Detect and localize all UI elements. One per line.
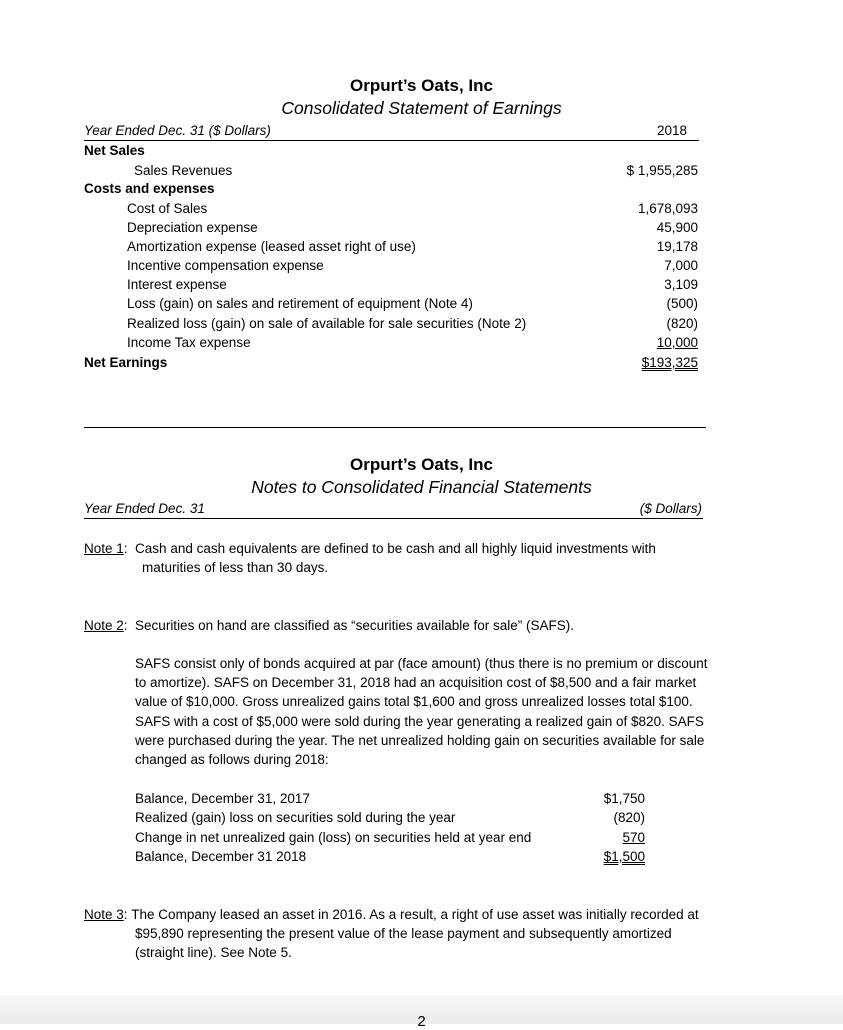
rollforward-value: $1,500: [603, 849, 645, 864]
expense-value: (500): [666, 296, 698, 311]
expense-label: Cost of Sales: [127, 201, 208, 216]
note3: Note 3: The Company leased an asset in 2016. As a result, a right of use asset was initially recorded at: [84, 907, 699, 922]
note2-text: Securities on hand are classified as “securities available for sale” (SAFS).: [135, 618, 574, 633]
note1-text-line1: Cash and cash equivalents are defined to be cash and all highly liquid investments with: [135, 541, 656, 556]
note2-para-line: SAFS with a cost of $5,000 were sold during the year generating a realized gain of $820. SAFS: [135, 714, 704, 729]
net-earnings-value: $193,325: [641, 355, 698, 370]
section-divider: [84, 427, 706, 428]
note2-para-line: were purchased during the year. The net unrealized holding gain on securities available for sale: [135, 733, 705, 748]
sales-revenues-label: Sales Revenues: [134, 163, 233, 178]
statement-header-rule: [84, 140, 699, 141]
note1: Note 1: Cash and cash equivalents are defined to be cash and all highly liquid investments with: [84, 541, 656, 556]
notes-company-name: Orpurt’s Oats, Inc: [350, 455, 493, 474]
rollforward-label: Realized (gain) loss on securities sold during the year: [135, 810, 456, 825]
expense-label: Depreciation expense: [127, 220, 258, 235]
notes-year-header: Year Ended Dec. 31: [84, 501, 205, 516]
rollforward-value: 570: [622, 830, 645, 845]
notes-header-rule: [84, 518, 703, 519]
note3-label: Note 3: [84, 907, 124, 922]
expense-label: Income Tax expense: [127, 335, 251, 350]
sales-revenues-value: $ 1,955,285: [626, 163, 698, 178]
notes-dollars-header: ($ Dollars): [639, 501, 702, 516]
rollforward-label: Change in net unrealized gain (loss) on securities held at year end: [135, 830, 532, 845]
note2-para-line: to amortize). SAFS on December 31, 2018 had an acquisition cost of $8,500 and a fair market: [135, 675, 697, 690]
expense-value: 7,000: [664, 258, 698, 273]
statement-company-name: Orpurt’s Oats, Inc: [350, 76, 493, 95]
expense-value: 19,178: [656, 239, 698, 254]
expense-value: 45,900: [656, 220, 698, 235]
expense-label: Interest expense: [127, 277, 227, 292]
expense-value: (820): [666, 316, 698, 331]
note2-para-line: changed as follows during 2018:: [135, 752, 329, 767]
expense-label: Incentive compensation expense: [127, 258, 324, 273]
rollforward-label: Balance, December 31 2018: [135, 849, 307, 864]
expense-value: 1,678,093: [637, 201, 698, 216]
note1-label: Note 1: [84, 541, 124, 556]
net-earnings-label: Net Earnings: [84, 355, 168, 370]
note2-label: Note 2: [84, 618, 124, 633]
rollforward-value: (820): [613, 810, 645, 825]
expense-label: Loss (gain) on sales and retirement of equipment (Note 4): [127, 296, 473, 311]
note2-para-line: value of $10,000. Gross unrealized gains total $1,600 and gross unrealized losses total $100.: [135, 694, 693, 709]
expense-label: Amortization expense (leased asset right of use): [127, 239, 416, 254]
expense-label: Realized loss (gain) on sale of available for sale securities (Note 2): [127, 316, 527, 331]
notes-title: Notes to Consolidated Financial Statements: [251, 477, 592, 497]
expense-value: 10,000: [656, 335, 698, 350]
rollforward-value: $1,750: [603, 791, 645, 806]
expense-value: 3,109: [664, 277, 698, 292]
net-sales-heading: Net Sales: [84, 143, 145, 158]
note3-text-line1: The Company leased an asset in 2016. As a result, a right of use asset was initially recorded at: [131, 907, 699, 922]
costs-expenses-heading: Costs and expenses: [84, 181, 215, 196]
page-number: 2: [417, 1013, 426, 1030]
note2-para-line: SAFS consist only of bonds acquired at par (face amount) (thus there is no premium or discount: [135, 656, 708, 671]
note3-text-line3: (straight line). See Note 5.: [135, 945, 292, 960]
statement-title: Consolidated Statement of Earnings: [281, 98, 562, 118]
note2: Note 2: Securities on hand are classified as “securities available for sale” (SAFS).: [84, 618, 574, 633]
statement-year-header: Year Ended Dec. 31 ($ Dollars): [84, 123, 271, 138]
statement-column-year: 2018: [656, 123, 687, 138]
note3-text-line2: $95,890 representing the present value of the lease payment and subsequently amortized: [135, 926, 672, 941]
note1-text-line2: maturities of less than 30 days.: [142, 560, 329, 575]
rollforward-label: Balance, December 31, 2017: [135, 791, 310, 806]
